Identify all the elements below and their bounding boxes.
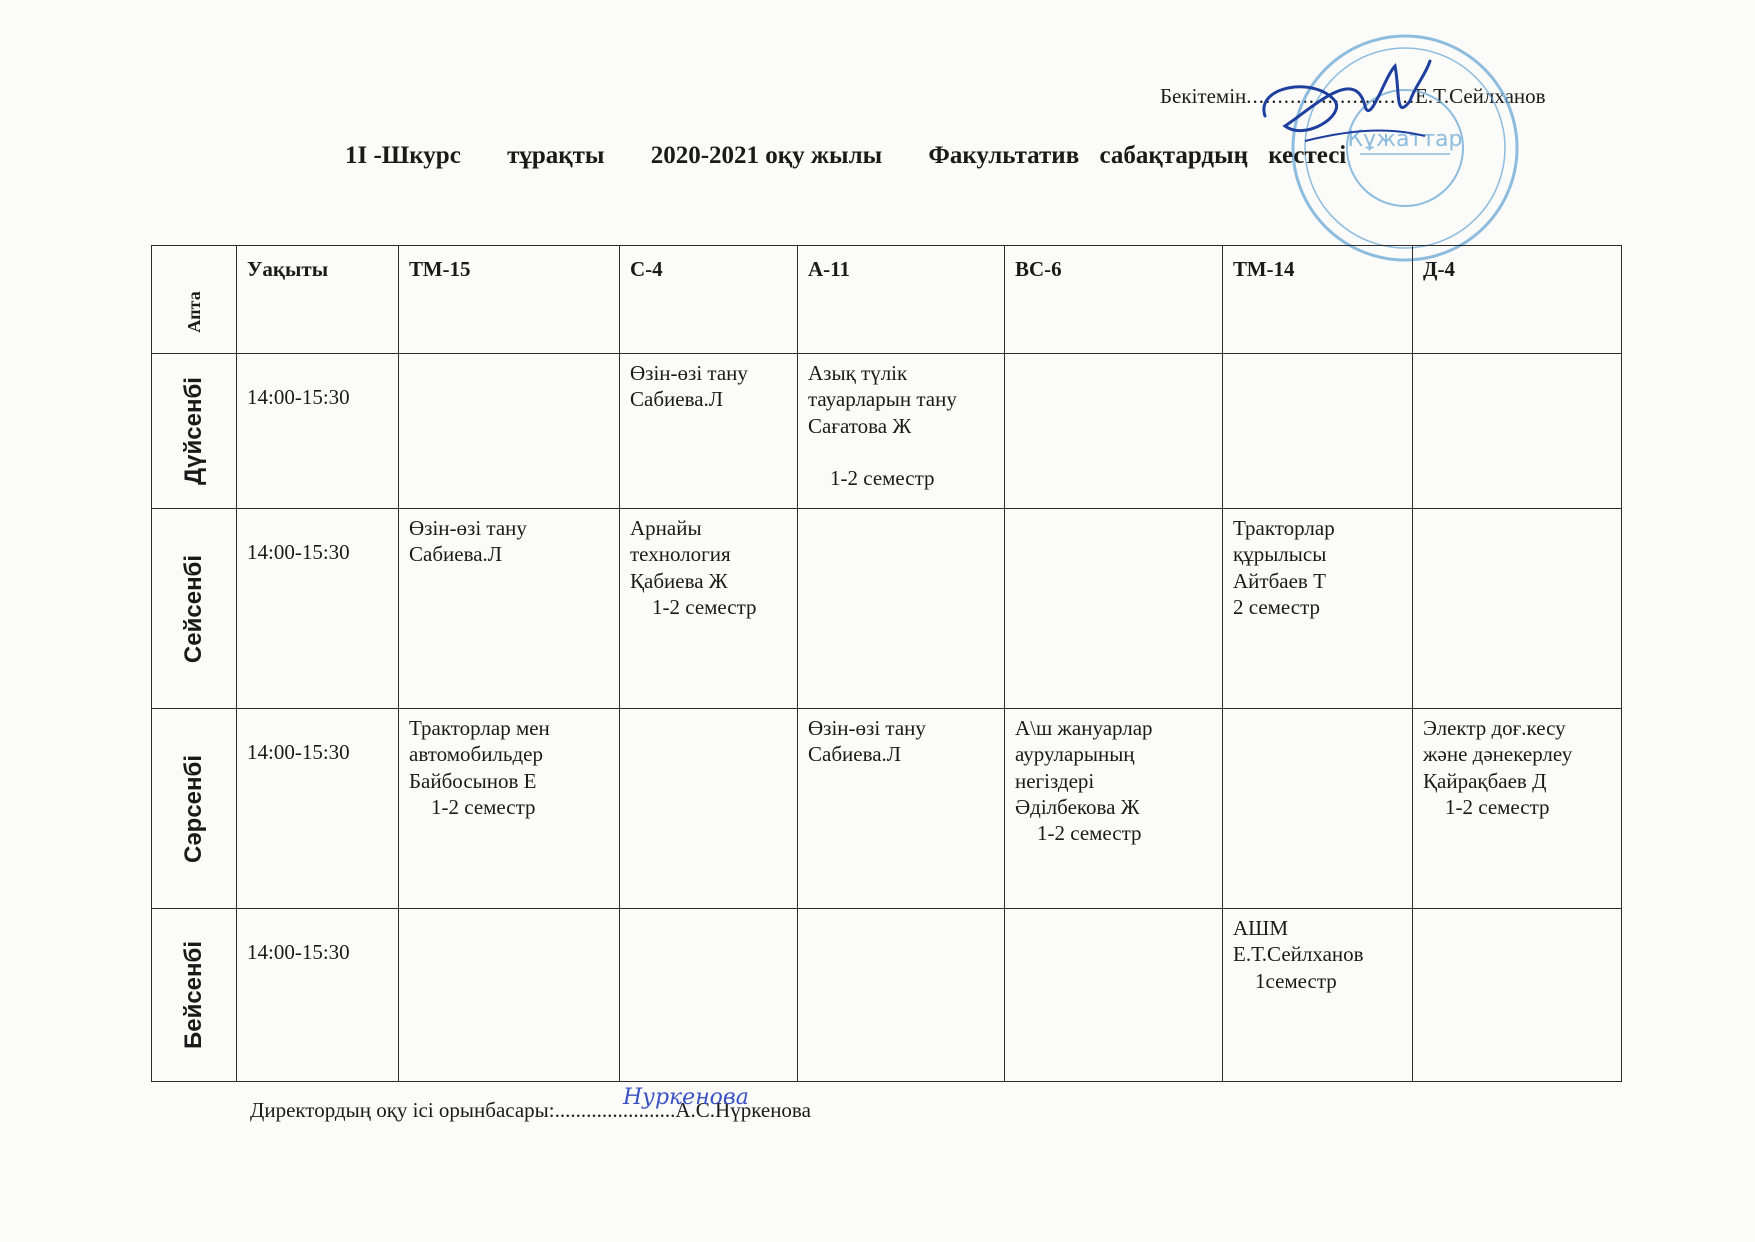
day-label: Сейсенбі bbox=[180, 554, 207, 663]
schedule-cell bbox=[399, 354, 620, 509]
schedule-cell bbox=[1413, 909, 1622, 1082]
cell-line: 1-2 семестр bbox=[652, 594, 757, 619]
day-label: Сәрсенбі bbox=[180, 754, 207, 863]
time-cell: 14:00-15:30 bbox=[237, 709, 399, 909]
time-cell: 14:00-15:30 bbox=[237, 354, 399, 509]
cell-line: 1семестр bbox=[1255, 968, 1337, 993]
cell-line: 1-2 семестр bbox=[431, 794, 536, 819]
day-cell bbox=[152, 354, 237, 509]
cell-line bbox=[808, 439, 994, 465]
group-header: А-11 bbox=[798, 246, 1005, 354]
schedule-cell bbox=[620, 509, 798, 709]
day-label: Бейсенбі bbox=[180, 940, 207, 1050]
deputy-signature bbox=[618, 1078, 788, 1118]
cell-line: Қайрақбаев Д bbox=[1423, 768, 1547, 793]
schedule-cell bbox=[1005, 509, 1223, 709]
group-header: ВС-6 bbox=[1005, 246, 1223, 354]
schedule-cell bbox=[399, 709, 620, 909]
week-header-cell bbox=[152, 246, 237, 354]
cell-line: Сағатова Ж bbox=[808, 413, 912, 438]
schedule-cell bbox=[1005, 354, 1223, 509]
day-cell bbox=[152, 509, 237, 709]
stamp-text: Кұжаттар bbox=[1347, 127, 1463, 152]
cell-line: технология bbox=[630, 542, 731, 567]
schedule-cell bbox=[1413, 509, 1622, 709]
deputy-signature-text: Нуркенова bbox=[623, 1085, 749, 1110]
schedule-cell bbox=[399, 909, 620, 1082]
schedule-cell bbox=[1223, 909, 1413, 1082]
cell-line: Азық түлік bbox=[808, 361, 908, 385]
day-cell bbox=[152, 909, 237, 1082]
table-row bbox=[152, 709, 1622, 909]
schedule-cell bbox=[1005, 709, 1223, 909]
footer-label: Директордың оқу ісі орынбасары: bbox=[250, 1098, 555, 1122]
cell-line: Е.Т.Сейлханов bbox=[1233, 942, 1364, 967]
document-title bbox=[345, 142, 1475, 170]
table-row bbox=[152, 354, 1622, 509]
cell-line: және дәнекерлеу bbox=[1423, 742, 1573, 767]
time-cell: 14:00-15:30 bbox=[237, 909, 399, 1082]
table-row bbox=[152, 509, 1622, 709]
group-header: Д-4 bbox=[1413, 246, 1622, 354]
cell-line: Өзін-өзі тану bbox=[808, 716, 926, 740]
time-header: Уақыты bbox=[237, 246, 399, 354]
schedule-cell bbox=[1223, 709, 1413, 909]
header-row bbox=[152, 246, 1622, 354]
cell-line: Арнайы bbox=[630, 516, 702, 540]
schedule-cell bbox=[798, 909, 1005, 1082]
cell-line: тауарларын тану bbox=[808, 387, 957, 412]
cell-line: Электр доғ.кесу bbox=[1423, 716, 1566, 740]
approver-name: Е.Т.Сейлханов bbox=[1415, 84, 1546, 108]
approver-signature bbox=[1245, 46, 1445, 156]
cell-line: АШМ bbox=[1233, 916, 1289, 940]
schedule-cell bbox=[798, 509, 1005, 709]
schedule-cell bbox=[1005, 909, 1223, 1082]
schedule-cell bbox=[399, 509, 620, 709]
cell-line: Сабиева.Л bbox=[630, 387, 724, 412]
cell-line: 1-2 семестр bbox=[1445, 794, 1550, 819]
group-header: ТМ-15 bbox=[399, 246, 620, 354]
title-type: тұрақты bbox=[507, 142, 605, 169]
schedule-cell bbox=[620, 709, 798, 909]
cell-line: Өзін-өзі тану bbox=[409, 516, 527, 540]
cell-line: Сабиева.Л bbox=[409, 542, 503, 567]
cell-line: құрылысы bbox=[1233, 542, 1327, 567]
cell-line: автомобильдер bbox=[409, 742, 543, 767]
cell-line: Әділбекова Ж bbox=[1015, 794, 1140, 819]
group-header: ТМ-14 bbox=[1223, 246, 1413, 354]
schedule-cell bbox=[1223, 509, 1413, 709]
day-label: Дүйсенбі bbox=[180, 377, 207, 485]
cell-line: Сабиева.Л bbox=[808, 742, 902, 767]
approval-label: Бекітемін bbox=[1160, 84, 1247, 108]
time-cell: 14:00-15:30 bbox=[237, 509, 399, 709]
schedule-cell bbox=[1413, 354, 1622, 509]
week-header: Апта bbox=[183, 291, 204, 334]
schedule-cell bbox=[620, 909, 798, 1082]
title-word3: кестесі bbox=[1268, 142, 1347, 169]
schedule-cell bbox=[1413, 709, 1622, 909]
cell-line: Айтбаев Т bbox=[1233, 568, 1326, 593]
approval-dots: ........................... bbox=[1246, 84, 1416, 108]
cell-line: А\ш жануарлар bbox=[1015, 716, 1153, 740]
cell-line: Өзін-өзі тану bbox=[630, 361, 748, 385]
cell-line: 1-2 семестр bbox=[830, 466, 935, 490]
title-year: 2020-2021 оқу жылы bbox=[650, 142, 883, 169]
cell-line: ауруларының bbox=[1015, 742, 1135, 767]
schedule-cell bbox=[1223, 354, 1413, 509]
day-cell bbox=[152, 709, 237, 909]
cell-line: Тракторлар мен bbox=[409, 716, 550, 740]
title-word1: Факультатив bbox=[928, 142, 1080, 169]
table-row bbox=[152, 909, 1622, 1082]
footer-dots: ....................... bbox=[554, 1098, 676, 1122]
cell-line: Тракторлар bbox=[1233, 516, 1335, 540]
cell-line: Байбосынов Е bbox=[409, 768, 537, 793]
schedule-cell bbox=[798, 709, 1005, 909]
schedule-cell bbox=[620, 354, 798, 509]
cell-line: 1-2 семестр bbox=[1037, 821, 1142, 845]
cell-line: Қабиева Ж bbox=[630, 568, 728, 593]
schedule-cell bbox=[798, 354, 1005, 509]
schedule-table bbox=[151, 245, 1622, 1082]
group-header: С-4 bbox=[620, 246, 798, 354]
title-courses: 1І -Шкурс bbox=[345, 142, 461, 169]
footer-name: А.С.Нүркенова bbox=[675, 1098, 811, 1122]
cell-line: 2 семестр bbox=[1233, 594, 1321, 619]
cell-line: негіздері bbox=[1015, 768, 1095, 793]
title-word2: сабақтардың bbox=[1099, 142, 1248, 169]
